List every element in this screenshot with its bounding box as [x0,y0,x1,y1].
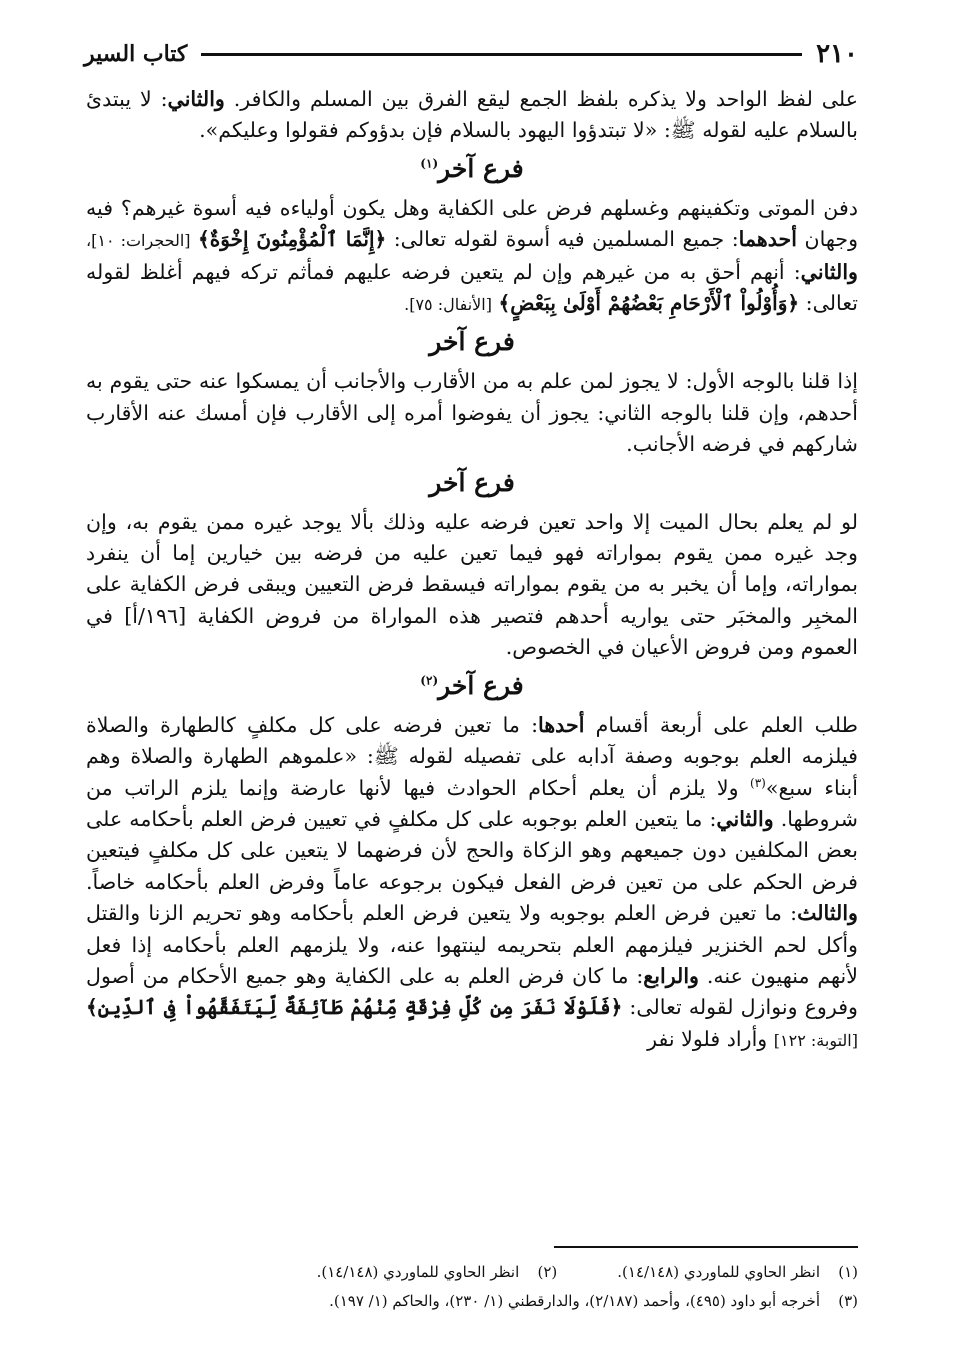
keyword-fourth: والرابع [643,963,699,988]
section-heading-2 [86,324,858,360]
footnote-text: أخرجه أبو داود (٤٩٥)، وأحمد (٢/١٨٧)، والدارقطني (١/ ٢٣٠)، والحاكم (١/ ١٩٧). [329,1292,820,1310]
text-span: : ما كان فرض العلم به على الكفاية وهو جميع الأحكام من أصول وفروع ونوازل لقوله تعالى: [86,963,858,1020]
section-heading-3 [86,465,858,501]
quran-verse: ﴿وَأُوْلُواْ ٱلْأَرْحَامِ بَعْضُهُمْ أَوْلَىٰ بِبَعْضٍ﴾ [498,291,800,316]
footnote-marker: (١) [420,156,439,171]
text-span: : ما تعين فرضه على كل مكلفٍ كالطهارة والصلاة فيلزمه العلم بوجوبه وصفة آدابه على تفصيله لقوله ﷺ: «علموهم الطهارة والصلاة وهم أبناء سبع» [86,712,858,800]
text-span: دفن الموتى وتكفينهم وغسلهم فرض على الكفاية وهل يكون أولياءه فيه أسوة غيرهم؟ فيه وجهان [86,195,859,252]
text-span: ولا يلزم أن يعلم أحكام الحوادث فيها لأنها عارضة وإنما يلزم الراتب من شروطها. [86,775,859,831]
text-span: : أنهم أحق به من غيرهم وإن لم يتعين فرضه عليهم فمأثم تركه فيهم أغلظ لقوله تعالى: [86,259,858,316]
page-number: ٢١٠ [816,39,858,69]
quran-verse: ﴿فَلَوْلَا نَفَرَ مِن كُلِّ فِرْقَةٍ مِّنْهُمْ طَآئِفَةٌ لِّيَتَفَقَّهُواْ فِى ٱلدِّينِ﴾ [86,995,623,1020]
footnotes [86,1258,858,1316]
paragraph-intro [86,84,858,147]
text-span: وأراد فلولا نفر [647,1026,774,1051]
footnote-number: (٣) [838,1292,858,1310]
text-span: : جميع المسلمين فيه أسوة لقوله تعالى: [393,227,739,252]
footnote-line [86,1258,858,1287]
footnote-number: (٢) [537,1263,558,1281]
footnote-text: انظر الحاوي للماوردي (١٤/١٤٨). [617,1263,820,1281]
text-span: : ما تعين فرض العلم بوجوبه ولا يتعين فرض العلم بأحكامه وهو تحريم الزنا والقتل وأكل لحم الخنزير فيلزمهم العلم بتحريمه لينتهوا عنه، ولا يلزمهم العلم بأحكامه إذا فعل لأنهم منهيون عنه. [86,901,858,988]
keyword-third: والثالث [797,901,858,926]
text-span: : ما يتعين العلم بوجوبه على كل مكلفٍ في تعيين فرض العلم بأحكامه على بعض المكلفين دون جميعهم وهو الزكاة والحج لأن فرضهما لا يتعين على كل مكلفٍ فيتعين فرض الحكم على من تعين فرض الفعل فيكون برجوعه عاماً وفرض العلم بأحكامه خاصاً. [86,806,858,894]
keyword-second: والثاني [167,87,225,111]
footnote-spacer [567,1258,607,1287]
book-title: كتاب السير [84,41,188,67]
paragraph-section-2: إذا قلنا بالوجه الأول: لا يجوز لمن علم به من الأقارب والأجانب أن يمسكوا عنه حتى يقوم به أحدهم، وإن قلنا بالوجه الثاني: يجوز أن يفوضوا أمره إلى الأقارب فإن أمسك عنه الأقارب شاركهم في فرضه الأجانب. [86,369,858,457]
keyword-second: والثاني [716,806,774,831]
heading-text: فرع آخر [429,327,515,357]
keyword-second: والثاني [800,259,858,284]
footnote-marker: (٣) [750,775,766,790]
running-head [84,34,858,74]
footnote-number: (١) [838,1263,858,1281]
paragraph-section-1 [86,193,858,321]
verse-reference: [الحجرات: ١٠]، [86,231,191,251]
section-heading-1 [86,151,858,187]
heading-text: فرع آخر [438,153,524,183]
text-span: طلب العلم على أربعة أقسام [595,712,858,737]
quran-verse: ﴿إِنَّمَا ٱلْمُؤْمِنُونَ إِخْوَةٌ﴾ [198,227,387,252]
keyword-first: أحدها [538,712,585,737]
footnote-rule [554,1246,858,1248]
section-heading-4 [86,668,858,704]
paragraph-section-4 [86,710,858,1056]
header-rule [201,53,802,56]
keyword-first: أحدهما [738,227,797,252]
verse-reference: [التوبة: ١٢٢] [773,1030,858,1050]
heading-text: فرع آخر [429,467,515,497]
footnote-line [86,1287,858,1316]
verse-reference: [الأنفال: ٧٥]. [404,295,492,315]
text-span: على لفظ الواحد ولا يذكره بلفظ الجمع ليقع الفرق بين المسلم والكافر. [233,87,858,111]
main-text [86,84,858,1056]
paragraph-section-3: لو لم يعلم بحال الميت إلا واحد تعين فرضه عليه وذلك بألا يوجد غيره ممن يقوم به، وإن وجد غيره ممن يقوم بمواراته فهو فيما تعين عليه من فرضه بين خيارين إما أن ينفرد بمواراته، وإما أن يخبر به من يقوم بمواراته فيسقط فرض التعيين ويبقى فرض الكفاية على المخبِر والمخبَر حتى يواريه أحدهم فتصير هذه المواراة من فروض الكفاية [١٩٦/أ] في العموم ومن فروض الأعيان في الخصوص. [86,509,858,660]
footnote-marker: (٢) [420,673,439,688]
text-span: : لا يبتدئ بالسلام عليه لقوله ﷺ: «لا تبتدؤوا اليهود بالسلام فإن بدؤوكم فقولوا وعليكم». [86,87,858,143]
footnote-text: انظر الحاوي للماوردي (١٤/١٤٨). [316,1263,520,1281]
heading-text: فرع آخر [438,670,524,700]
